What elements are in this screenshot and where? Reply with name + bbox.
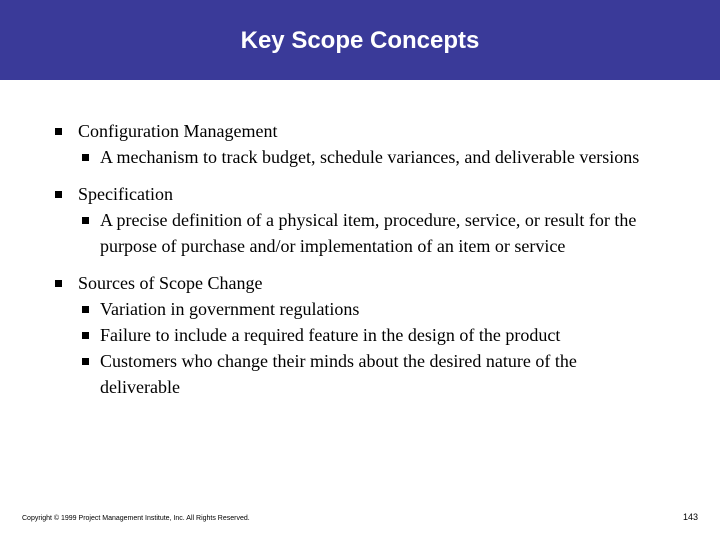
copyright-footer: Copyright © 1999 Project Management Institute, Inc. All Rights Reserved. <box>22 515 250 522</box>
sub-item <box>78 322 648 348</box>
slide-title: Key Scope Concepts <box>240 27 480 54</box>
sub-item-text: Failure to include a required feature in the design of the product <box>100 325 561 345</box>
square-bullet-icon <box>82 217 89 224</box>
sub-item <box>78 348 648 400</box>
item-heading: Sources of Scope Change <box>78 273 263 293</box>
list-item <box>0 270 648 400</box>
square-bullet-icon <box>55 191 62 198</box>
title-bar <box>0 0 720 80</box>
square-bullet-icon <box>55 280 62 287</box>
list-item <box>0 118 648 170</box>
square-bullet-icon <box>82 154 89 161</box>
square-bullet-icon <box>82 332 89 339</box>
list-item <box>0 181 648 259</box>
square-bullet-icon <box>82 358 89 365</box>
sub-item-text: A precise definition of a physical item, procedure, service, or result for the purpose of purchase and/or implementation of an item or service <box>100 210 637 256</box>
item-heading: Specification <box>78 184 173 204</box>
sub-item-text: A mechanism to track budget, schedule variances, and deliverable versions <box>100 147 640 167</box>
item-heading: Configuration Management <box>78 121 278 141</box>
square-bullet-icon <box>55 128 62 135</box>
sub-item-text: Customers who change their minds about the desired nature of the deliverable <box>100 351 577 397</box>
bullet-list <box>0 118 720 400</box>
sub-item-text: Variation in government regulations <box>100 299 360 319</box>
sub-item <box>78 207 648 259</box>
sub-item <box>78 296 648 322</box>
sub-item <box>78 144 648 170</box>
page-number: 143 <box>682 512 698 522</box>
square-bullet-icon <box>82 306 89 313</box>
